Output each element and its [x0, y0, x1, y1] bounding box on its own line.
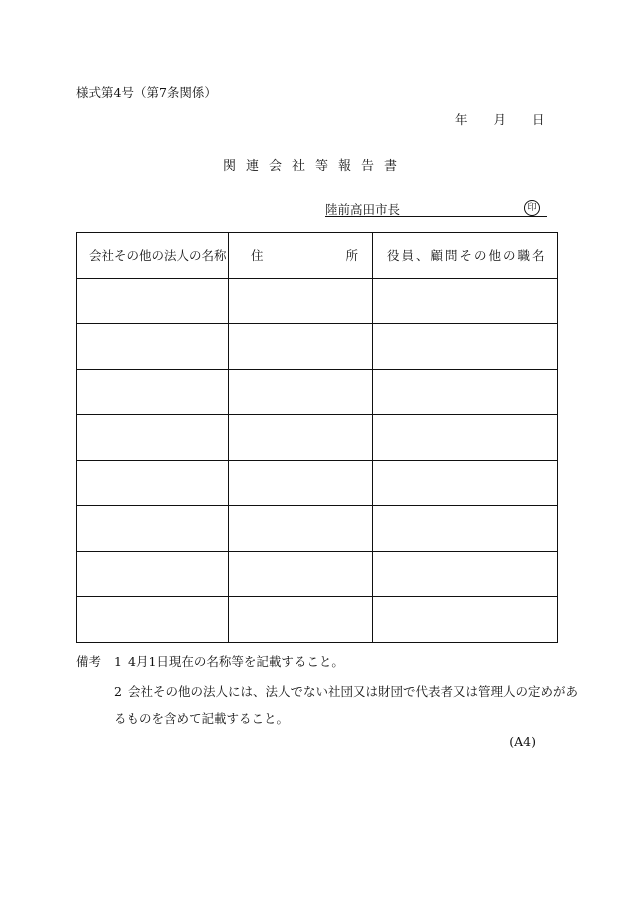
- date-line: [455, 110, 545, 128]
- table-row: [77, 278, 558, 324]
- table-cell[interactable]: [229, 597, 373, 643]
- table-cell[interactable]: [229, 369, 373, 415]
- table-cell[interactable]: [229, 324, 373, 370]
- form-number: 様式第4号（第7条関係）: [76, 85, 217, 100]
- date-day-label: 日: [532, 112, 545, 127]
- column-header-address: [229, 233, 373, 279]
- related-company-table: [76, 232, 558, 643]
- date-month-label: 月: [493, 112, 507, 127]
- note-text: 会社その他の法人には、法人でない社団又は財団で代表者又は管理人の定めがあ: [128, 684, 579, 699]
- table-row: [77, 460, 558, 506]
- column-header-address-part1: 住: [251, 248, 264, 264]
- column-header-address-part2: 所: [345, 248, 358, 264]
- paper-size-label: (A4): [509, 734, 536, 749]
- table-cell[interactable]: [77, 551, 229, 597]
- note-item-2: [114, 682, 578, 700]
- date-year-label: 年: [455, 112, 468, 127]
- table-row: [77, 369, 558, 415]
- note-text: 4月1日現在の名称等を記載すること。: [128, 654, 344, 669]
- note-number: 2: [114, 684, 122, 699]
- table-row: [77, 597, 558, 643]
- note-number: 1: [114, 654, 122, 669]
- table-header-row: [77, 233, 558, 279]
- column-header-company-name: 会社その他の法人の名称: [77, 233, 229, 279]
- table-cell[interactable]: [229, 551, 373, 597]
- table-cell[interactable]: [77, 460, 229, 506]
- table-cell[interactable]: [373, 551, 558, 597]
- column-header-position: 役員、顧問その他の職名: [373, 233, 558, 279]
- table-cell[interactable]: [229, 415, 373, 461]
- table-cell[interactable]: [373, 415, 558, 461]
- table-cell[interactable]: [373, 506, 558, 552]
- table-cell[interactable]: [77, 369, 229, 415]
- seal-mark-icon: 印: [524, 200, 540, 216]
- addressee-line: [325, 200, 547, 217]
- table-row: [77, 324, 558, 370]
- table-row: [77, 506, 558, 552]
- document-title: 関連会社等報告書: [222, 159, 407, 174]
- table-cell[interactable]: [373, 369, 558, 415]
- addressee-name: 陸前高田市長: [325, 202, 401, 217]
- note-item-1: [76, 652, 344, 670]
- notes-label: 備考: [76, 654, 102, 669]
- table-cell[interactable]: [77, 597, 229, 643]
- table-cell[interactable]: [373, 460, 558, 506]
- table-cell[interactable]: [77, 506, 229, 552]
- table-cell[interactable]: [229, 460, 373, 506]
- table-cell[interactable]: [373, 597, 558, 643]
- table-cell[interactable]: [373, 278, 558, 324]
- table-row: [77, 551, 558, 597]
- table-cell[interactable]: [77, 324, 229, 370]
- table-cell[interactable]: [229, 278, 373, 324]
- table-cell[interactable]: [229, 506, 373, 552]
- table-cell[interactable]: [77, 415, 229, 461]
- table-cell[interactable]: [373, 324, 558, 370]
- note-item-2-continuation: るものを含めて記載すること。: [114, 711, 290, 726]
- table-row: [77, 415, 558, 461]
- table-cell[interactable]: [77, 278, 229, 324]
